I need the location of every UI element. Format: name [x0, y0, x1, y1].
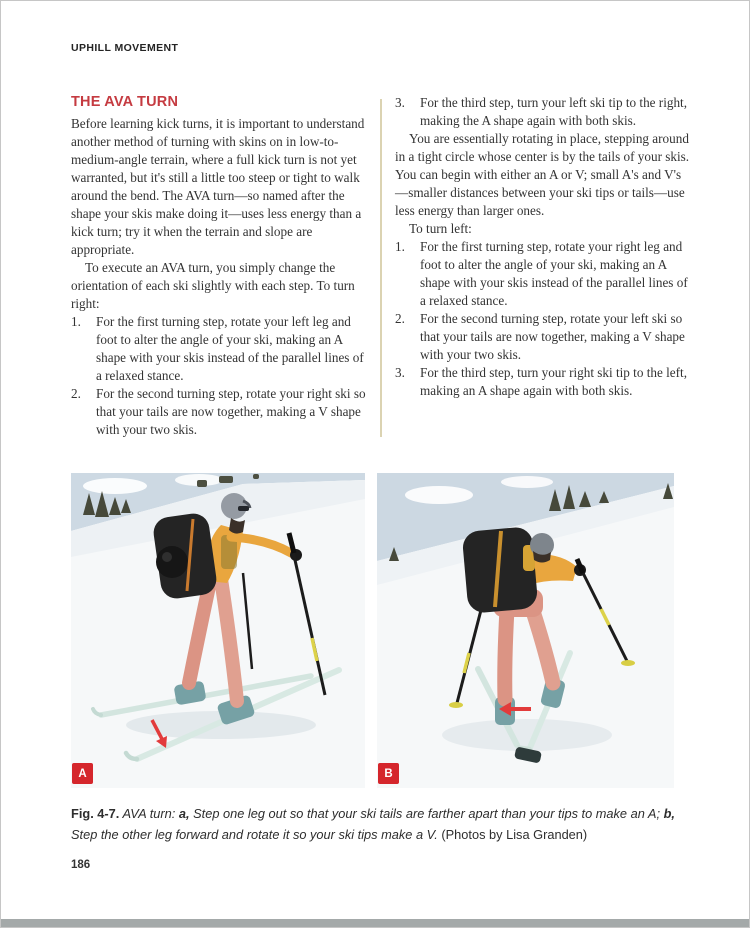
- list-marker: 3.: [395, 95, 405, 110]
- paragraph: You are essentially rotating in place, stepping around in a tight circle whose center is by the tails of your skis. You can begin with either an A or V; small A's and V's—smaller distances between your ski tips or tails—use less energy than larger ones.: [395, 131, 690, 218]
- caption-a-marker: a,: [178, 805, 190, 821]
- page-bottom-edge: [1, 919, 749, 927]
- list-marker: 2.: [71, 386, 81, 401]
- figure-caption: [71, 803, 695, 845]
- list-item: [395, 238, 691, 310]
- paragraph: Before learning kick turns, it is important to understand another method of turning with skins on in low-to-medium-angle terrain, where a full kick turn is not yet warranted, but it's still a little too steep or tight to walk around the bend. The AVA turn—so named after the shape your skis make doing it—uses less energy than a kick turn; try it when the terrain and slope are appropriate.: [71, 116, 365, 257]
- list-text: For the second turning step, rotate your left ski so that your tails are now together, making a V shape with your two skis.: [420, 311, 685, 362]
- pole-basket: [449, 702, 463, 708]
- caption-intro: AVA turn:: [119, 805, 179, 821]
- left-column: [71, 94, 367, 439]
- leg-left: [505, 609, 507, 699]
- photo-credit: (Photos by Lisa Granden): [441, 826, 588, 842]
- paragraph: To execute an AVA turn, you simply change the orientation of each ski slightly with each step. To turn right:: [71, 260, 355, 311]
- snow-shadow: [442, 719, 612, 751]
- sunglasses: [238, 506, 249, 511]
- caption-a-text: Step one leg out so that your ski tails are farther apart than your tips to make an A;: [189, 805, 664, 821]
- figure-photos: [71, 473, 674, 788]
- stowed-helmet: [156, 546, 188, 578]
- figure-number: Fig. 4-7.: [71, 805, 120, 821]
- running-header: UPHILL MOVEMENT: [71, 42, 179, 54]
- paragraph: To turn left:: [409, 221, 472, 236]
- list-text: For the first turning step, rotate your left leg and foot to alter the angle of your ski, making an A shape with your skis instead of the parallel lines of a relaxed stance.: [96, 314, 364, 383]
- photo-a-illustration: [71, 473, 365, 788]
- list-item: [71, 313, 367, 385]
- caption-b-text: Step the other leg forward and rotate it so your ski tips make a V.: [71, 826, 442, 842]
- list-marker: 3.: [395, 365, 405, 380]
- list-marker: 2.: [395, 311, 405, 326]
- section-heading: THE AVA TURN: [71, 94, 179, 110]
- list-text: For the second turning step, rotate your right ski so that your tails are now together, making a V shape with your two skis.: [96, 386, 366, 437]
- photo-b-illustration: [377, 473, 674, 788]
- list-marker: 1.: [71, 314, 81, 329]
- list-text: For the third step, turn your right ski tip to the left, making an A shape again with both skis.: [420, 365, 688, 398]
- photo-a-tag: A: [72, 763, 93, 784]
- list-marker: 1.: [395, 239, 405, 254]
- page-number: 186: [71, 859, 91, 871]
- cloud: [405, 486, 473, 504]
- list-item: [71, 385, 367, 439]
- list-item: [395, 94, 691, 130]
- list-text: For the third step, turn your left ski tip to the right, making the A shape again with both skis.: [420, 95, 688, 128]
- list-text: For the first turning step, rotate your right leg and foot to alter the angle of your ski, making an A shape with your skis instead of the parallel lines of a relaxed stance.: [420, 239, 688, 308]
- right-column: [395, 94, 691, 439]
- cloud: [501, 476, 553, 488]
- pole-basket: [621, 660, 635, 666]
- cloud: [83, 478, 147, 494]
- photo-b-tag: B: [378, 763, 399, 784]
- list-item: [395, 310, 691, 364]
- helmet-highlight: [162, 552, 172, 562]
- text-columns: [71, 94, 693, 439]
- caption-b-marker: b,: [663, 805, 675, 821]
- list-item: [395, 364, 691, 400]
- photo-a: [71, 473, 365, 788]
- photo-b: [377, 473, 674, 788]
- column-divider: [380, 99, 382, 437]
